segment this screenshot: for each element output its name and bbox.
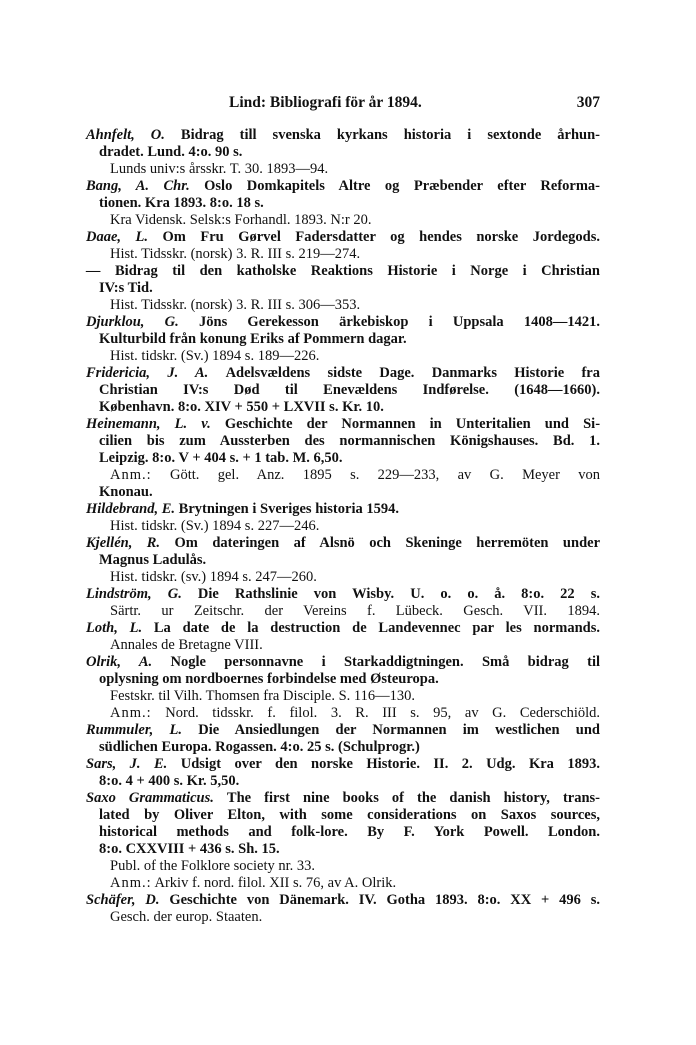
entry-note-line xyxy=(86,518,600,535)
entry-author: Djurklou, G. xyxy=(86,314,179,330)
bibliography-entry xyxy=(86,892,600,926)
entry-text: Särtr. ur Zeitschr. der Vereins f. Lübeck. Gesch. VII. 1894. xyxy=(110,603,600,619)
entry-text: Geschichte von Dänemark. IV. Gotha 1893. 8:o. XX + 496 s. xyxy=(169,892,601,908)
entry-note-line xyxy=(86,212,600,229)
entry-line xyxy=(86,790,600,807)
entry-text: Lunds univ:s årsskr. T. 30. 1893—94. xyxy=(110,161,329,177)
entry-author: Olrik, A. xyxy=(86,654,153,670)
entry-text: oplysning om nordboernes forbindelse med Østeuropa. xyxy=(99,671,439,687)
entry-line xyxy=(86,399,600,416)
entry-text: Die Ansiedlungen der Normannen im westlichen und xyxy=(198,722,600,738)
entry-note-line xyxy=(86,603,600,620)
entry-note-line xyxy=(86,688,600,705)
bibliography-entry xyxy=(86,127,600,178)
bibliography-entry xyxy=(86,229,600,314)
entry-text: Kra Vidensk. Selsk:s Forhandl. 1893. N:r 20. xyxy=(110,212,372,228)
entry-line xyxy=(86,552,600,569)
entry-text: Publ. of the Folklore society nr. 33. xyxy=(110,858,315,874)
entry-text: dradet. Lund. 4:o. 90 s. xyxy=(99,144,243,160)
entry-text: Die Rathslinie von Wisby. U. o. o. å. 8:o. 22 s. xyxy=(197,586,601,602)
bibliography-entry xyxy=(86,535,600,586)
entry-text: IV:s Tid. xyxy=(99,280,153,296)
entry-note-line xyxy=(86,348,600,365)
entry-line xyxy=(86,263,600,280)
bibliography-entry xyxy=(86,365,600,416)
entry-text: Om Fru Gørvel Fadersdatter og hendes norske Jordegods. xyxy=(162,229,601,245)
entry-text: Adelsvældens sidste Dage. Danmarks Historie fra xyxy=(225,365,600,381)
entry-text: Magnus Ladulås. xyxy=(99,552,207,568)
entry-text: Hist. Tidsskr. (norsk) 3. R. III s. 306—353. xyxy=(110,297,361,313)
entry-text: Annales de Bretagne VIII. xyxy=(110,637,263,653)
bibliography-entry xyxy=(86,178,600,229)
entry-line xyxy=(86,739,600,756)
entry-line xyxy=(86,229,600,246)
entry-note-line xyxy=(86,909,600,926)
entry-line xyxy=(86,586,600,603)
entry-line xyxy=(86,280,600,297)
bibliography-entry xyxy=(86,620,600,654)
bibliography-entry xyxy=(86,501,600,535)
entry-line xyxy=(86,756,600,773)
entry-text: Hist. tidskr. (sv.) 1894 s. 247—260. xyxy=(110,569,317,585)
entry-line xyxy=(86,195,600,212)
entry-line xyxy=(86,773,600,790)
bibliography-entry xyxy=(86,790,600,892)
entry-author: Saxo Grammaticus. xyxy=(86,790,214,806)
entry-line xyxy=(86,824,600,841)
annotation-label: Anm.: xyxy=(110,467,152,483)
entry-text: Hist. Tidsskr. (norsk) 3. R. III s. 219—274. xyxy=(110,246,361,262)
entry-text: Kulturbild från konung Eriks af Pommern dagar. xyxy=(99,331,407,347)
entry-line xyxy=(86,841,600,858)
entry-line xyxy=(86,654,600,671)
entry-line xyxy=(86,178,600,195)
annotation-label: Anm.: xyxy=(110,705,152,721)
entry-text: historical methods and folk-lore. By F. York Powell. London. xyxy=(99,824,600,840)
entry-text: Hist. tidskr. (Sv.) 1894 s. 227—246. xyxy=(110,518,320,534)
entry-note-line xyxy=(86,246,600,263)
entry-text: Brytningen i Sveriges historia 1594. xyxy=(178,501,399,517)
entry-note-line xyxy=(86,467,600,484)
entry-text: südlichen Europa. Rogassen. 4:o. 25 s. (Schulprogr.) xyxy=(99,739,420,755)
entry-note-line xyxy=(86,705,600,722)
entry-line xyxy=(86,127,600,144)
bibliography-entry xyxy=(86,722,600,756)
entry-line xyxy=(86,892,600,909)
entry-line xyxy=(86,314,600,331)
entry-author: Fridericia, J. A. xyxy=(86,365,209,381)
entry-note-line xyxy=(86,875,600,892)
annotation-label: Anm.: xyxy=(110,875,152,891)
entry-author: Bang, A. Chr. xyxy=(86,178,190,194)
entry-text: Festskr. til Vilh. Thomsen fra Disciple. S. 116—130. xyxy=(110,688,415,704)
entry-line xyxy=(86,535,600,552)
entry-text: Geschichte der Normannen in Unteritalien und Si- xyxy=(224,416,601,432)
bibliography-list xyxy=(86,127,600,926)
entry-author: Ahnfelt, O. xyxy=(86,127,165,143)
page-title: Lind: Bibliografi för år 1894. xyxy=(229,94,422,111)
entry-author: Rummuler, L. xyxy=(86,722,183,738)
entry-text: Hist. tidskr. (Sv.) 1894 s. 189—226. xyxy=(110,348,320,364)
bibliography-entry xyxy=(86,314,600,365)
entry-line xyxy=(86,501,600,518)
entry-text: Nogle personnavne i Starkaddigtningen. Små bidrag til xyxy=(170,654,601,670)
bibliography-entry xyxy=(86,756,600,790)
entry-line xyxy=(86,365,600,382)
entry-author: — xyxy=(86,263,101,279)
entry-text: cilien bis zum Aussterben des normannischen Königshauses. Bd. 1. xyxy=(99,433,600,449)
entry-author: Lindström, G. xyxy=(86,586,182,602)
entry-text: Om dateringen af Alsnö och Skeninge herremöten under xyxy=(174,535,601,551)
entry-author: Heinemann, L. v. xyxy=(86,416,211,432)
entry-author: Hildebrand, E. xyxy=(86,501,176,517)
entry-line xyxy=(86,382,600,399)
entry-line xyxy=(86,433,600,450)
entry-line xyxy=(86,722,600,739)
entry-text: Knonau. xyxy=(99,484,153,500)
entry-line xyxy=(86,671,600,688)
entry-text: Christian IV:s Død til Enevældens Indførelse. (1648—1660). xyxy=(99,382,600,398)
entry-text: København. 8:o. XIV + 550 + LXVII s. Kr. 10. xyxy=(99,399,384,415)
entry-text: lated by Oliver Elton, with some considerations on Saxos sources, xyxy=(99,807,600,823)
entry-line xyxy=(86,450,600,467)
entry-line xyxy=(86,807,600,824)
entry-line xyxy=(86,416,600,433)
entry-text: Bidrag till svenska kyrkans historia i sextonde århun- xyxy=(180,127,601,143)
entry-text: Udsigt over den norske Historie. II. 2. Udg. Kra 1893. xyxy=(180,756,600,772)
entry-author: Daae, L. xyxy=(86,229,149,245)
entry-text: Nord. tidsskr. f. filol. 3. R. III s. 95, av G. Cederschiöld. xyxy=(165,705,600,721)
entry-text: tionen. Kra 1893. 8:o. 18 s. xyxy=(99,195,264,211)
entry-text: Leipzig. 8:o. V + 404 s. + 1 tab. M. 6,50. xyxy=(99,450,343,466)
entry-author: Sars, J. E. xyxy=(86,756,168,772)
entry-note-line xyxy=(86,297,600,314)
entry-note-line xyxy=(86,637,600,654)
entry-text: 8:o. 4 + 400 s. Kr. 5,50. xyxy=(99,773,240,789)
entry-note-line xyxy=(86,569,600,586)
entry-text: Jöns Gerekesson ärkebiskop i Uppsala 1408—1421. xyxy=(199,314,601,330)
entry-text: La date de la destruction de Landevennec par les normands. xyxy=(153,620,600,636)
entry-text: Bidrag til den katholske Reaktions Historie i Norge i Christian xyxy=(115,263,601,279)
entry-text: Gött. gel. Anz. 1895 s. 229—233, av G. Meyer von xyxy=(170,467,601,483)
entry-line xyxy=(86,484,600,501)
page-number: 307 xyxy=(576,94,600,111)
entry-text: The first nine books of the danish history, trans- xyxy=(226,790,601,806)
entry-author: Loth, L. xyxy=(86,620,143,636)
entry-line xyxy=(86,331,600,348)
entry-text: 8:o. CXXVIII + 436 s. Sh. 15. xyxy=(99,841,280,857)
entry-author: Kjellén, R. xyxy=(86,535,161,551)
entry-text: Gesch. der europ. Staaten. xyxy=(110,909,263,925)
entry-note-line xyxy=(86,161,600,178)
entry-author: Schäfer, D. xyxy=(86,892,160,908)
entry-note-line xyxy=(86,858,600,875)
entry-line xyxy=(86,620,600,637)
bibliography-entry xyxy=(86,416,600,501)
entry-text: Oslo Domkapitels Altre og Præbender efter Reforma- xyxy=(204,178,601,194)
entry-text: Arkiv f. nord. filol. XII s. 76, av A. Olrik. xyxy=(154,875,397,891)
bibliography-entry xyxy=(86,586,600,620)
bibliography-entry xyxy=(86,654,600,722)
entry-line xyxy=(86,144,600,161)
